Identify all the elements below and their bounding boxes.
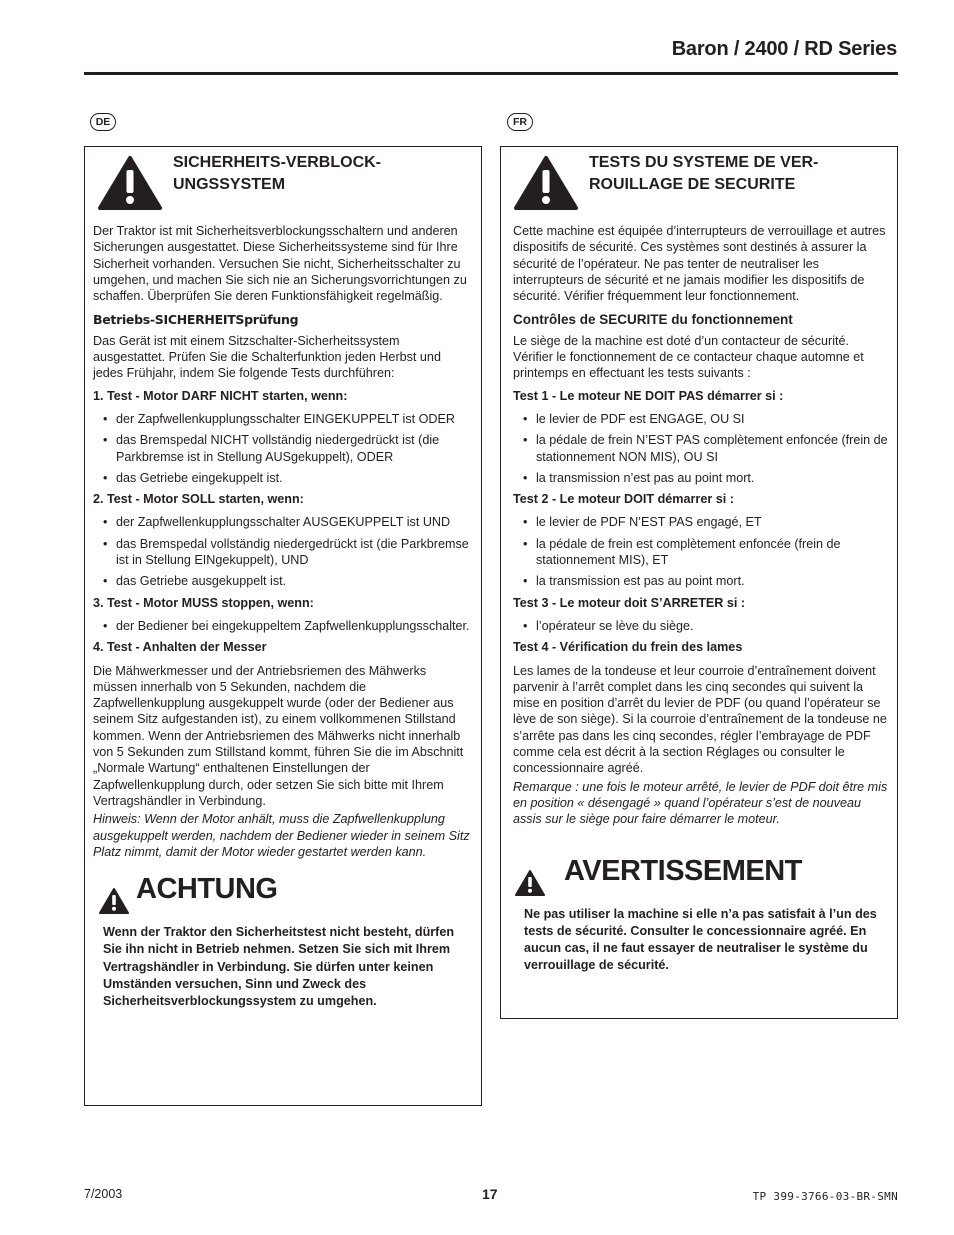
test2-heading: Test 2 - Le moteur DOIT démarrer si : xyxy=(513,492,734,507)
warning-triangle-icon xyxy=(514,869,546,897)
test1-list xyxy=(513,411,889,486)
body-text-de xyxy=(93,223,473,860)
test3-list xyxy=(93,618,473,634)
list-item: • la pédale de frein N’EST PAS complètement enfoncée (frein de stationnement NON MIS), OU SI xyxy=(536,432,889,465)
list-item: • das Bremspedal NICHT vollständig niedergedrückt ist (die Parkbremse ist in Stellung AUSgekuppelt), ODER xyxy=(116,432,473,465)
warning-block-de xyxy=(85,873,481,1010)
test2-list xyxy=(513,514,889,589)
safety-box-header-de xyxy=(85,147,481,223)
test2-heading: 2. Test - Motor SOLL starten, wenn: xyxy=(93,492,304,507)
language-badge-fr: FR xyxy=(507,113,533,131)
section-title-line2: ROUILLAGE DE SECURITE xyxy=(589,176,796,193)
footer-date: 7/2003 xyxy=(84,1187,123,1201)
note-paragraph: Hinweis: Wenn der Motor anhält, muss die Zapfwellenkupplung ausgekuppelt werden, nachdem der Bediener wieder in seinem Sitz Platz nimmt, damit der Motor wieder gestartet werden kann. xyxy=(93,812,470,859)
sub-heading: Contrôles de SECURITE du fonctionnement xyxy=(513,312,793,328)
sub-paragraph: Le siège de la machine est doté d’un contacteur de sécurité. Vérifier le fonctionnement de ce contacteur chaque automne et printemps en effectuant les tests suivants : xyxy=(513,333,864,381)
list-item: • le levier de PDF N’EST PAS engagé, ET xyxy=(536,514,889,530)
warning-triangle-icon xyxy=(97,155,163,211)
warning-triangle-icon xyxy=(513,155,579,211)
sub-paragraph: Das Gerät ist mit einem Sitzschalter-Sicherheitssystem ausgestattet. Prüfen Sie die Schalterfunktion jeden Herbst und jedes Frühjahr, indem Sie folgende Tests durchführen: xyxy=(93,333,441,381)
body-text-fr xyxy=(513,223,889,828)
test4-heading: Test 4 - Vérification du frein des lames xyxy=(513,640,743,655)
header-rule xyxy=(84,72,898,75)
language-badge-de: DE xyxy=(90,113,116,131)
test2-list xyxy=(93,514,473,589)
section-title-de xyxy=(173,152,471,196)
test4-paragraph: Les lames de la tondeuse et leur courroie d’entraînement doivent parvenir à l’arrêt complet dans les cinq secondes qui suivent la mise en position d’arrêt du levier de PDF (ou quand l’opérateur se lève de son siège). Si la courroie d’entraînement de la tondeuse ne s’arrête pas dans les cinq secondes, régler l’embrayage de PDF comme cela est décrit à la section Réglages ou consulter le concessionnaire agréé. xyxy=(513,663,887,776)
intro-paragraph: Cette machine est équipée d’interrupteurs de verrouillage et autres dispositifs de sécurité. Ces systèmes sont destinés à assurer la sécurité de l’opérateur. Ne pas tenter de neutraliser les interrupteurs de sécurité et ne jamais modifier les dispositifs de sécurité. Vérifier fréquemment leur fonctionnement. xyxy=(513,224,886,304)
test4-heading: 4. Test - Anhalten der Messer xyxy=(93,640,267,655)
safety-box-header-fr xyxy=(501,147,897,223)
list-item: • das Getriebe eingekuppelt ist. xyxy=(116,470,473,486)
list-item: • der Zapfwellenkupplungsschalter EINGEKUPPELT ist ODER xyxy=(116,411,473,427)
warning-title: ACHTUNG xyxy=(136,873,278,906)
list-item: • der Zapfwellenkupplungsschalter AUSGEKUPPELT ist UND xyxy=(116,514,473,530)
warning-text: Wenn der Traktor den Sicherheitstest nicht besteht, dürfen Sie ihn nicht in Betrieb nehmen. Setzen Sie sich mit Ihrem Vertragshändler in Verbindung. Sie dürfen unter keinen Umständen versuchen, Sinn und Zweck des Sicherheitsverblockungssystem zu umgehen. xyxy=(103,925,455,1009)
page-title: Baron / 2400 / RD Series xyxy=(671,38,897,60)
intro-paragraph: Der Traktor ist mit Sicherheitsverblockungsschaltern und anderen Sicherungen ausgestattet. Diese Sicherheitssysteme sind für Ihre Sicherheit vorhanden. Versuchen Sie nicht, Sicherheitsschalter zu umgehen, und machen Sie sich nie an Sicherungsvorrichtungen zu schaffen. Überprüfen Sie deren Funktionsfähigkeit regelmäßig. xyxy=(93,224,467,304)
test3-heading: Test 3 - Le moteur doit S’ARRETER si : xyxy=(513,595,746,610)
test3-heading: 3. Test - Motor MUSS stoppen, wenn: xyxy=(93,595,314,610)
warning-triangle-icon xyxy=(98,887,130,915)
section-title-fr xyxy=(589,152,887,196)
list-item: • das Bremspedal vollständig niedergedrückt ist (die Parkbremse ist in Stellung EINgekuppelt), UND xyxy=(116,536,473,569)
warning-text: Ne pas utiliser la machine si elle n’a pas satisfait à l’un des tests de sécurité. Consulter le concessionnaire agréé. En aucun cas, il ne faut essayer de neutraliser le système du verrouillage de sécurité. xyxy=(524,906,877,973)
list-item: • le levier de PDF est ENGAGE, OU SI xyxy=(536,411,889,427)
test1-list xyxy=(93,411,473,486)
test1-heading: Test 1 - Le moteur NE DOIT PAS démarrer si : xyxy=(513,388,784,403)
test4-paragraph: Die Mähwerkmesser und der Antriebsriemen des Mähwerks müssen innerhalb von 5 Sekunden, nachdem die Zapfwellenkupplung ausgekuppelt wurde (oder der Bediener aus seinem Sitz aufgestanden ist), zu einem vollkommenen Stillstand kommen. Wenn der Antriebsriemen des Mähwerks nicht innerhalb von 5 Sekunden zum Stillstand kommt, führen Sie die im Abschnitt „Normale Wartung“ enthaltenen Einstellungen der Zapfwellenkupplung durch, oder setzen Sie sich bitte mit Ihrem Vertragshändler in Verbindung. xyxy=(93,663,464,808)
test3-list xyxy=(513,618,889,634)
list-item: • das Getriebe ausgekuppelt ist. xyxy=(116,573,473,589)
document-code: TP 399-3766-03-BR-SMN xyxy=(752,1190,898,1203)
list-item: • la pédale de frein est complètement enfoncée (frein de stationnement MIS), ET xyxy=(536,536,889,569)
safety-box-fr xyxy=(500,146,898,1019)
section-title-line2: UNGSSYSTEM xyxy=(173,176,286,193)
warning-block-fr xyxy=(501,854,897,975)
note-paragraph: Remarque : une fois le moteur arrêté, le levier de PDF doit être mis en position « désengagé » quand l’opérateur s’est de nouveau assis sur le siège pour faire démarrer le moteur. xyxy=(513,779,888,827)
test1-heading: 1. Test - Motor DARF NICHT starten, wenn: xyxy=(93,388,348,403)
list-item: • la transmission n’est pas au point mort. xyxy=(536,470,889,486)
section-title-line1: TESTS DU SYSTEME DE VER- xyxy=(589,154,819,171)
safety-box-de xyxy=(84,146,482,1106)
list-item: • der Bediener bei eingekuppeltem Zapfwellenkupplungsschalter. xyxy=(116,618,473,634)
list-item: • l’opérateur se lève du siège. xyxy=(536,618,889,634)
section-title-line1: SICHERHEITS-VERBLOCK- xyxy=(173,154,382,171)
sub-heading: Betriebs-SICHERHEITSprüfung xyxy=(93,312,299,328)
list-item: • la transmission est pas au point mort. xyxy=(536,573,889,589)
warning-title: AVERTISSEMENT xyxy=(564,854,802,887)
page-number: 17 xyxy=(482,1186,498,1202)
